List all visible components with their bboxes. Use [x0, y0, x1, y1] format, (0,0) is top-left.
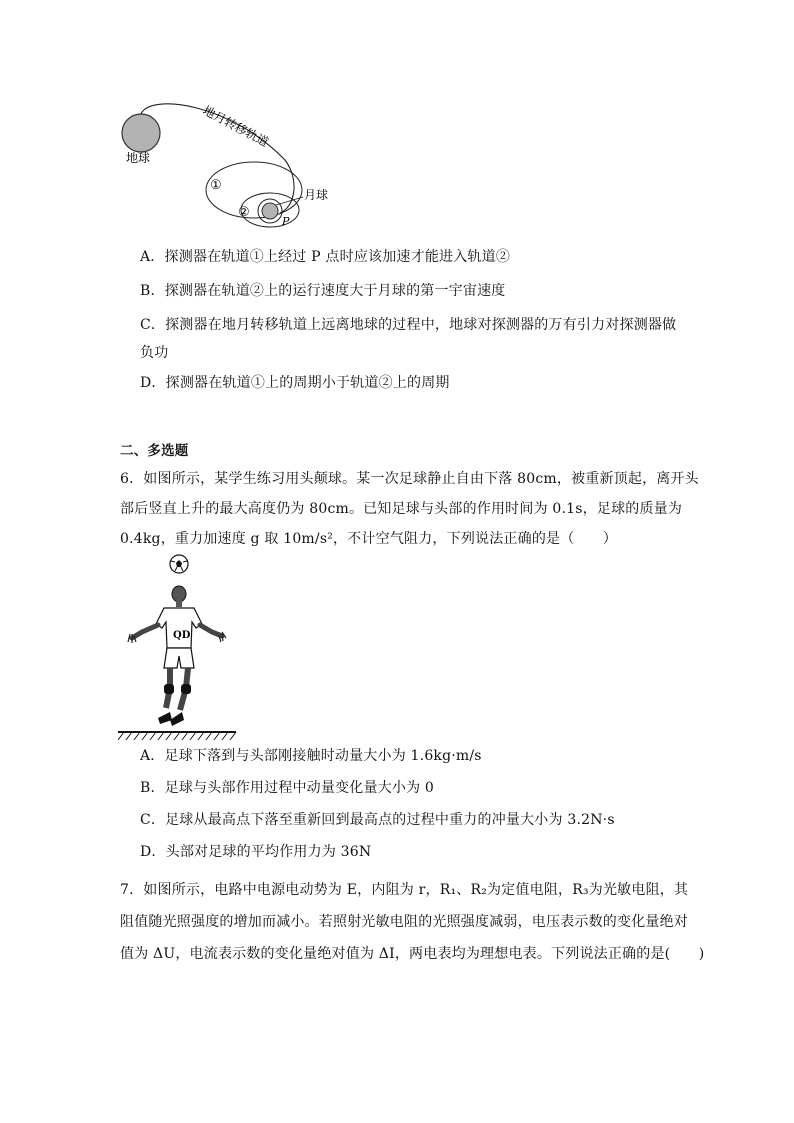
jersey-number: QD: [173, 630, 191, 641]
q5-option-d: D．探测器在轨道①上的周期小于轨道②上的周期: [140, 375, 450, 391]
q6-stem-line-3: 0.4kg，重力加速度 g 取 10m/s²，不计空气阻力，下列说法正确的是（ ）: [120, 531, 618, 547]
earth-shape: [122, 114, 160, 152]
q7-stem-line-3: 值为 ΔU，电流表示数的变化量绝对值为 ΔI，两电表均为理想电表。下列说法正确的是( ): [120, 946, 705, 962]
q6-stem-line-1: 6．如图所示，某学生练习用头颠球。某一次足球静止自由下落 80cm，被重新顶起，离开头: [120, 471, 699, 487]
q5-option-b: B．探测器在轨道②上的运行速度大于月球的第一宇宙速度: [140, 283, 506, 299]
q5-option-a: A．探测器在轨道①上经过 P 点时应该加速才能进入轨道②: [140, 249, 511, 265]
earth-label: 地球: [126, 151, 151, 165]
transfer-orbit-label: 地月转移轨道: [200, 103, 271, 150]
orbit-1-label: ①: [210, 178, 222, 193]
moon-pointer: [276, 197, 303, 205]
orbit-diagram: [110, 95, 350, 235]
q6-stem-line-2: 部后竖直上升的最大高度仍为 80cm。已知足球与头部的作用时间为 0.1s，足球的质量为: [120, 501, 683, 517]
q7-stem-line-1: 7．如图所示，电路中电源电动势为 E，内阻为 r，R₁、R₂为定值电阻，R₃为光敏电阻，其: [120, 882, 689, 898]
q6-option-d: D．头部对足球的平均作用力为 36N: [140, 844, 372, 860]
ground-line: [118, 732, 236, 740]
point-p-label: P: [282, 215, 290, 228]
q6-option-a: A．足球下落到与头部刚接触时动量大小为 1.6kg·m/s: [140, 748, 482, 764]
moon-label: 月球: [304, 188, 329, 202]
orbit-2-label: ②: [238, 205, 250, 220]
q6-option-c: C．足球从最高点下落至重新回到最高点的过程中重力的冲量大小为 3.2N·s: [140, 812, 615, 828]
q7-stem-line-2: 阻值随光照强度的增加而减小。若照射光敏电阻的光照强度减弱，电压表示数的变化量绝对: [120, 914, 688, 930]
section-title: 二、多选题: [120, 443, 189, 459]
q6-option-b: B．足球与头部作用过程中动量变化量大小为 0: [140, 780, 435, 796]
football-icon: [170, 555, 188, 573]
football-player-figure: [118, 550, 248, 745]
q5-option-c: C．探测器在地月转移轨道上远离地球的过程中，地球对探测器的万有引力对探测器做: [140, 317, 677, 333]
q5-option-c-cont: 负功: [140, 345, 169, 361]
moon-shape: [262, 203, 278, 219]
